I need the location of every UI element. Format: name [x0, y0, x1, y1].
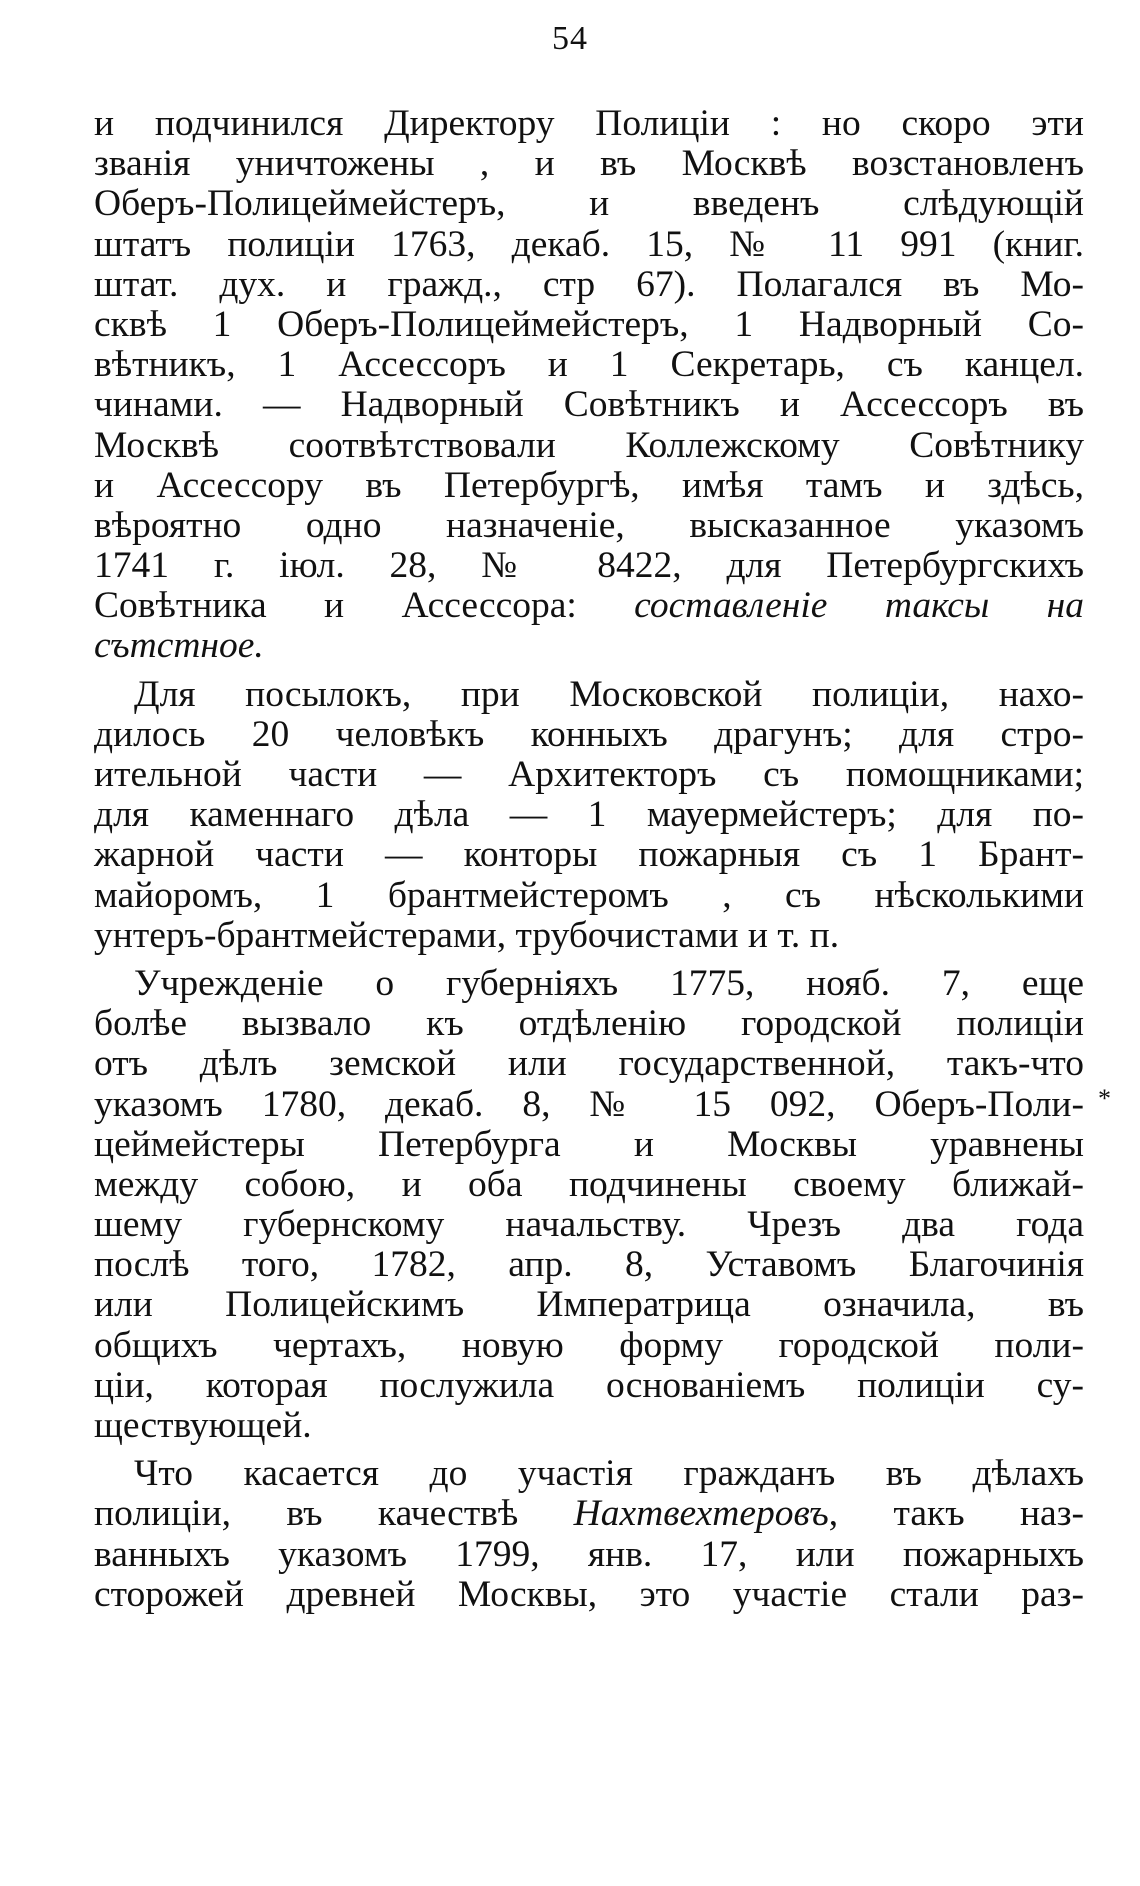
- text-line: послѣ того, 1782, апр. 8, Уставомъ Благочинія: [94, 1244, 1084, 1286]
- italic-word: Нахтвехтеровъ: [573, 1493, 829, 1535]
- text-line: цеймейстеры Петербурга и Москвы уравнены: [94, 1123, 1084, 1165]
- text-line: 1741 г. іюл. 28, № 8422, для Петербургскихъ: [94, 545, 1084, 587]
- text-line: чинами. — Надворный Совѣтникъ и Ассессоръ въ: [94, 384, 1084, 426]
- text-line: общихъ чертахъ, новую форму городской поли-: [94, 1324, 1084, 1366]
- margin-mark: *: [1098, 1084, 1111, 1113]
- text-line: штат. дух. и гражд., стр 67). Полагался въ Мо-: [94, 263, 1084, 305]
- text-line: шему губернскому начальству. Чрезъ два года: [94, 1204, 1084, 1246]
- text-line: или Полицейскимъ Императрица означила, въ: [94, 1284, 1084, 1326]
- text-line: сторожей древней Москвы, это участіе стали раз-: [94, 1573, 1084, 1615]
- text-line: званія уничтожены , и въ Москвѣ возстановленъ: [94, 143, 1084, 185]
- text-line: и подчинился Директору Полиціи : но скоро эти: [94, 103, 1084, 144]
- text-line: [94, 1494, 1084, 1534]
- body-text: [94, 104, 1084, 1615]
- text-line: Учрежденіе о губерніяхъ 1775, нояб. 7, еще: [134, 962, 1084, 1004]
- text-line: болѣе вызвало къ отдѣленію городской полиціи: [94, 1003, 1084, 1045]
- italic-phrase: составленіе таксы на: [634, 585, 1084, 627]
- text-line: Москвѣ соотвѣтствовали Коллежскому Совѣтнику: [94, 424, 1084, 466]
- text-line: отъ дѣлъ земской или государственной, такъ-что: [94, 1043, 1084, 1085]
- text-line: указомъ 1780, декаб. 8, № 15 092, Оберъ-Поли-: [94, 1083, 1084, 1125]
- text-line: унтеръ-брантмейстерами, трубочистами и т. п.: [94, 914, 840, 956]
- text-line: ванныхъ указомъ 1799, янв. 17, или пожарныхъ: [94, 1533, 1084, 1575]
- text-line: между собою, и оба подчинены своему ближай-: [94, 1163, 1084, 1205]
- text-line: Что касается до участія гражданъ въ дѣлахъ: [134, 1453, 1084, 1495]
- text-line: [94, 626, 1084, 666]
- text-line: Для посылокъ, при Московской полиціи, нахо-: [134, 673, 1084, 715]
- text-line: Оберъ-Полицеймейстеръ, и введенъ слѣдующій: [94, 183, 1084, 225]
- page-number: 54: [552, 20, 588, 57]
- text-line: ительной части — Архитекторъ съ помощниками;: [94, 754, 1084, 795]
- text-line: вѣроятно одно назначеніе, высказанное указомъ: [94, 504, 1084, 546]
- text-line: и Ассессору въ Петербургѣ, имѣя тамъ и здѣсь,: [94, 464, 1084, 506]
- text-line: ціи, которая послужила основаніемъ полиціи су-: [94, 1364, 1084, 1406]
- text-span: полиціи, въ качествѣ: [94, 1493, 519, 1535]
- italic-phrase: сътстное.: [94, 625, 264, 667]
- text-span: Совѣтника и Ассессора:: [94, 585, 577, 627]
- text-span: , такъ наз-: [828, 1493, 1084, 1535]
- text-line: майоромъ, 1 брантмейстеромъ , съ нѣсколькими: [94, 874, 1084, 916]
- text-line: штатъ полиціи 1763, декаб. 15, № 11 991 (книг.: [94, 223, 1084, 265]
- text-line: вѣтникъ, 1 Ассессоръ и 1 Секретарь, съ канцел.: [94, 344, 1084, 386]
- text-line: дилось 20 человѣкъ конныхъ драгунъ; для стро-: [94, 713, 1084, 755]
- text-line: сквѣ 1 Оберъ-Полицеймейстеръ, 1 Надворный Со-: [94, 303, 1084, 345]
- text-line: ществующей.: [94, 1405, 312, 1446]
- text-line: [94, 586, 1084, 626]
- text-line: для каменнаго дѣла — 1 мауермейстеръ; для по-: [94, 794, 1084, 836]
- text-line: жарной части — конторы пожарныя съ 1 Брант-: [94, 834, 1084, 876]
